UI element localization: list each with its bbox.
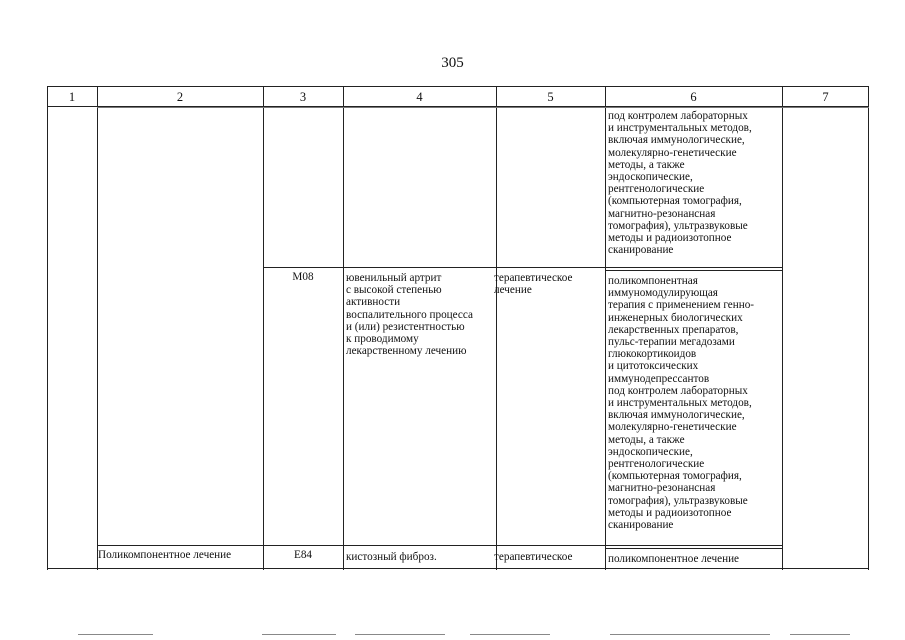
row2-col5-text: терапевтическое лечение: [494, 272, 573, 297]
header-col-7: 7: [822, 90, 829, 104]
column-divider-3-4: [343, 86, 344, 570]
row2-col3-code: M08: [292, 271, 314, 283]
row-divider-2-col6: [605, 548, 782, 549]
header-col-2: 2: [176, 90, 184, 104]
footer-line-6: [790, 634, 850, 635]
header-col-6: 6: [690, 90, 697, 104]
row2-col4-text: ювенильный артрит с высокой степенью активности воспалительного процесса и (или) резистентностью к проводимому лекарственному лечению: [346, 272, 473, 358]
table-border-right: [868, 86, 869, 570]
row1-col6-text: под контролем лабораторных и инструментальных методов, включая иммунологические, молекулярно-генетические методы, а также эндоскопические, рентгенологические (компьютерная томография, магнитно-резонансная томография), ультразвуковые методы и радиоизотопное сканирование: [608, 110, 752, 257]
table-border-bottom: [47, 568, 869, 569]
column-divider-6-7: [782, 86, 783, 570]
footer-line-4: [470, 634, 550, 635]
row3-col3-code: E84: [293, 549, 313, 561]
footer-line-3: [355, 634, 445, 635]
table-border-top: [47, 86, 869, 87]
column-divider-5-6: [605, 86, 606, 570]
row2-col6-text: поликомпонентная иммуномодулирующая терапия с применением генно- инженерных биологических лекарственных препаратов, пульс-терапии мегадозами глюкокортикоидов и цитотоксических иммунодепрессантов под контролем лабораторных и инструментальных методов, включая иммунологические, молекулярно-генетические методы, а также эндоскопические, рентгенологические (компьютерная томография, магнитно-резонансная томография), ультразвуковые методы и радиоизотопное сканирование: [608, 275, 755, 532]
row3-col5-text: терапевтическое: [494, 551, 573, 563]
footer-line-1: [78, 634, 153, 635]
column-divider-2-3: [263, 86, 264, 570]
column-divider-4-5: [496, 86, 497, 570]
column-divider-1-2: [97, 86, 98, 570]
footer-line-2: [262, 634, 336, 635]
header-col-5: 5: [547, 90, 554, 104]
header-col-3: 3: [299, 90, 307, 104]
header-col-4: 4: [416, 90, 423, 104]
row3-col6-text: поликомпонентное лечение: [608, 553, 740, 565]
table-border-left: [47, 86, 48, 570]
page-number: 305: [441, 55, 464, 71]
header-col-1: 1: [68, 90, 76, 104]
row-divider-1: [263, 267, 782, 268]
row3-col2-text: Поликомпонентное лечение: [98, 549, 232, 561]
header-divider-double: [97, 107, 869, 108]
row3-col4-text: кистозный фиброз.: [346, 551, 437, 563]
footer-line-5: [610, 634, 770, 635]
row-divider-2: [97, 545, 782, 546]
row-divider-1-col6: [605, 270, 782, 271]
